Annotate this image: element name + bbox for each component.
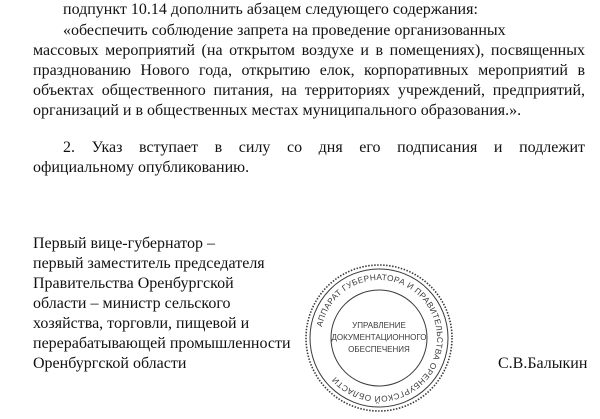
paragraph-line: организаций и в общественных местах муниципального образования.».: [33, 102, 522, 119]
paragraph-line: объектах общественного питания, на территориях учреждений, предприятий,: [33, 82, 585, 99]
official-seal: [303, 262, 455, 414]
signatory-title-line: области – министр сельского: [33, 295, 231, 312]
paragraph-line: массовых мероприятий (на открытом воздухе и в помещениях), посвященных: [33, 42, 585, 59]
signatory-title-line: перерабатывающей промышленности: [33, 335, 291, 352]
signatory-name: С.В.Балыкин: [498, 355, 588, 372]
signatory-title-line: Оренбургской области: [33, 355, 187, 372]
signatory-title-line: Правительства Оренбургской: [33, 275, 234, 292]
paragraph-intro: подпункт 10.14 дополнить абзацем следующего содержания:: [63, 1, 478, 18]
paragraph-line: официальному опубликованию.: [33, 159, 250, 176]
paragraph-line: «обеспечить соблюдение запрета на проведение организованных: [63, 22, 506, 39]
paragraph-line: 2. Указ вступает в силу со дня его подписания и подлежит: [63, 139, 585, 156]
seal-center-line: УПРАВЛЕНИЕ: [352, 321, 406, 330]
seal-center-line: ОБЕСПЕЧЕНИЯ: [348, 345, 410, 354]
seal-center-line: ДОКУМЕНТАЦИОННОГО: [331, 333, 427, 342]
signatory-title-line: Первый вице-губернатор –: [33, 235, 216, 252]
signatory-title-line: первый заместитель председателя: [33, 255, 265, 272]
seal-graphic: [303, 262, 455, 414]
signatory-title-line: хозяйства, торговли, пищевой и: [33, 315, 250, 332]
seal-ring-text: АППАРАТ ГУБЕРНАТОРА И ПРАВИТЕЛЬСТВА ОРЕНБУРГСКОЙ ОБЛАСТИ: [314, 271, 446, 405]
paragraph-line: празднованию Нового года, открытию елок, корпоративных мероприятий в: [33, 62, 585, 79]
